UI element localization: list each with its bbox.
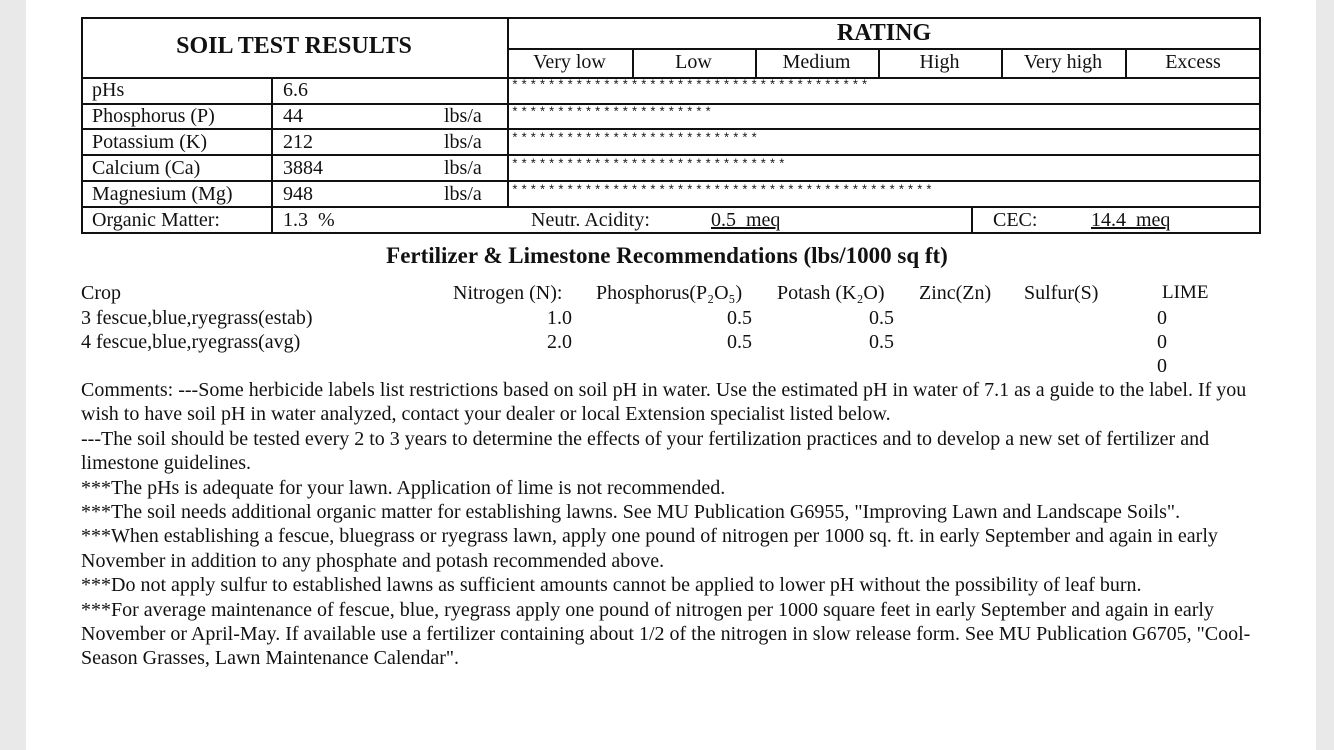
soil-row-name: pHs [92,79,125,101]
header-lime: LIME [1162,282,1209,303]
comments-section [81,378,1256,671]
header-nitrogen: Nitrogen (N): [453,282,563,304]
soil-row-rating-bar: ********************************************** [511,183,935,198]
soil-row-rating-bar: *************************** [511,131,760,146]
neutr-acidity-label: Neutr. Acidity: [531,209,650,231]
rec-row-phosphorus: 0.5 [727,331,752,353]
soil-row-value: 6.6 [283,79,308,101]
soil-row-name: Phosphorus (P) [92,105,215,127]
comment-paragraph: ***The soil needs additional organic matter for establishing lawns. See MU Publication G6955, "Improving Lawn and Landscape Soils". [81,501,1181,524]
rating-medium: Medium [782,51,851,73]
comment-paragraph: ***Do not apply sulfur to established lawns as sufficient amounts cannot be applied to lower pH without the possibility of leaf burn. [81,574,1142,597]
rec-row-crop: 4 fescue,blue,ryegrass(avg) [81,331,301,353]
soil-row-value: 212 [283,131,313,153]
rating-very-high: Very high [1023,51,1103,73]
soil-row-unit: lbs/a [444,183,482,205]
rating-title: RATING [836,20,932,46]
soil-row-unit: lbs/a [444,131,482,153]
rec-row-potash: 0.5 [869,331,894,353]
soil-row-value: 948 [283,183,313,205]
comment-paragraph: ***For average maintenance of fescue, blue, ryegrass apply one pound of nitrogen per 1000 square feet in early September and again in early November or April-May. If available use a fertilizer containing about 1/2 of the nitrogen in slow release form. See MU Publication G6705, "Cool-Season Grasses, Lawn Maintenance Calendar". [81,598,1251,670]
soil-row-name: Magnesium (Mg) [92,183,233,205]
rec-row-nitrogen: 1.0 [547,307,572,329]
soil-test-table [81,17,1261,234]
comment-paragraph: ---The soil should be tested every 2 to 3 years to determine the effects of your fertilization practices and to develop a new set of fertilizer and limestone guidelines. [81,427,1210,475]
soil-row-unit: lbs/a [444,157,482,179]
rec-row-phosphorus: 0.5 [727,307,752,329]
rec-row-potash: 0.5 [869,307,894,329]
soil-row-rating-bar: *************************************** [511,78,870,93]
rating-high: High [919,51,960,73]
soil-row-rating-bar: ****************************** [511,157,788,172]
soil-test-title: SOIL TEST RESULTS [176,33,412,59]
comment-paragraph: Comments: ---Some herbicide labels list restrictions based on soil pH in water. Use the estimated pH in water of 7.1 as a guide to the label. If you wish to have soil pH in water analyzed, contact your dealer or local Extension specialist listed below. [81,379,1247,426]
header-potash: Potash (K₂O) [777,282,885,304]
recommendations-title: Fertilizer & Limestone Recommendations (lbs/1000 sq ft) [386,243,948,268]
soil-row-name: Calcium (Ca) [92,157,201,179]
rating-very-low: Very low [533,51,606,73]
soil-row-rating-bar: ********************** [511,105,714,120]
rating-low: Low [675,51,712,73]
comment-paragraph: ***The pHs is adequate for your lawn. Application of lime is not recommended. [81,476,726,499]
cec-value: 14.4 meq [1091,209,1171,231]
rec-row-nitrogen: 2.0 [547,331,572,353]
soil-row-value: 44 [283,105,303,127]
cec-label: CEC: [993,209,1038,231]
comment-paragraph: ***When establishing a fescue, bluegrass or ryegrass lawn, apply one pound of nitrogen per 1000 sq. ft. in early September and again in early November in addition to any phosphate and potash recommended above. [81,525,1218,572]
neutr-acidity-value: 0.5 meq [711,209,781,231]
soil-row-unit: lbs/a [444,105,482,127]
header-crop: Crop [81,282,121,304]
header-sulfur: Sulfur(S) [1024,282,1099,304]
rec-row-lime: 0 [1157,307,1167,329]
rec-row-lime: 0 [1157,331,1167,353]
soil-row-value: 3884 [283,157,323,179]
organic-matter-label: Organic Matter: [92,209,220,231]
rec-row-lime: 0 [1157,355,1167,377]
organic-matter-value: 1.3 % [283,209,335,231]
header-zinc: Zinc(Zn) [919,282,992,304]
rec-row-crop: 3 fescue,blue,ryegrass(estab) [81,307,313,329]
soil-row-name: Potassium (K) [92,131,207,153]
header-phosphorus: Phosphorus(P₂O₅) [596,282,743,304]
rating-excess: Excess [1165,51,1221,73]
